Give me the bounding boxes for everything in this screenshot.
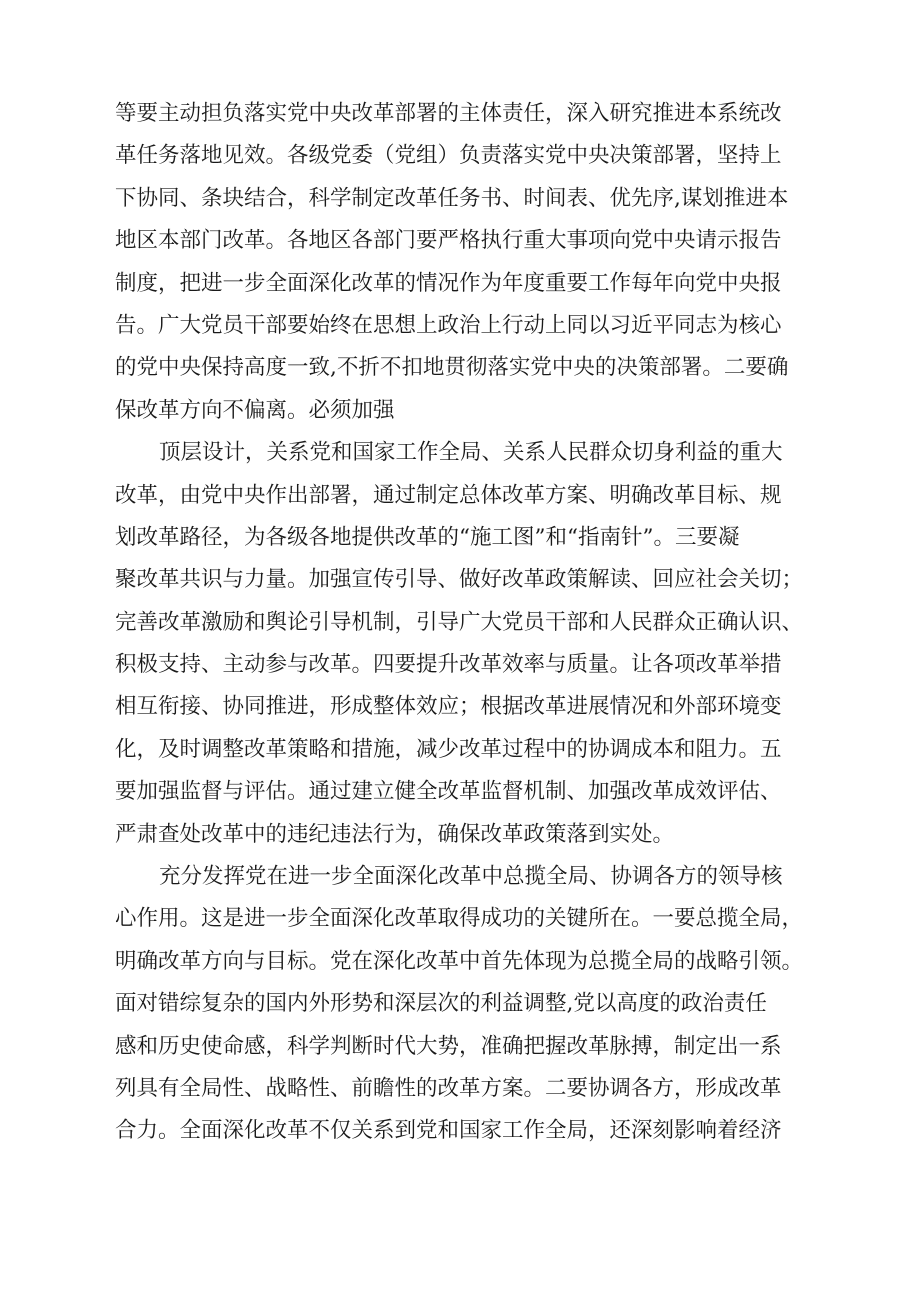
paragraph-3 — [115, 856, 855, 1153]
text-line: 合力。全面深化改革不仅关系到党和国家工作全局，还深刻影响着经济 — [115, 1118, 782, 1144]
text-line: 划改革路径，为各级各地提供改革的“施工图”和“指南针”。三要凝 — [115, 524, 740, 550]
text-line: 的党中央保持高度一致,不折不扣地贯彻落实党中央的决策部署。二要确 — [115, 355, 789, 381]
text-line: 面对错综复杂的国内外形势和深层次的利益调整,党以高度的政治责任 — [115, 991, 767, 1017]
text-line: 制度，把进一步全面深化改革的情况作为年度重要工作每年向党中央报 — [115, 270, 782, 296]
text-line: 告。广大党员干部要始终在思想上政治上行动上同以习近平同志为核心 — [115, 312, 782, 338]
text-line: 革任务落地见效。各级党委（党组）负责落实党中央决策部署，坚持上 — [115, 143, 782, 169]
text-line: 明确改革方向与目标。党在深化改革中首先体现为总揽全局的战略引领。 — [115, 948, 804, 974]
paragraph-2 — [115, 432, 855, 856]
text-line: 要加强监督与评估。通过建立健全改革监督机制、加强改革成效评估、 — [115, 779, 782, 805]
text-line: 化，及时调整改革策略和措施，减少改革过程中的协调成本和阻力。五 — [115, 736, 782, 762]
text-line: 列具有全局性、战略性、前瞻性的改革方案。二要协调各方，形成改革 — [115, 1075, 782, 1101]
text-line: 感和历史使命感，科学判断时代大势，准确把握改革脉搏，制定出一系 — [115, 1033, 782, 1059]
text-line: 相互衔接、协同推进，形成整体效应；根据改革进展情况和外部环境变 — [115, 694, 782, 720]
text-line: 完善改革激励和舆论引导机制，引导广大党员干部和人民群众正确认识、 — [115, 609, 804, 635]
text-line: 充分发挥党在进一步全面深化改革中总揽全局、协调各方的领导核 — [159, 864, 783, 890]
text-line: 保改革方向不偏离。必须加强 — [115, 397, 395, 423]
text-line: 聚改革共识与力量。加强宣传引导、做好改革政策解读、回应社会关切； — [115, 567, 804, 593]
text-line: 等要主动担负落实党中央改革部署的主体责任，深入研究推进本系统改 — [115, 101, 782, 126]
text-line: 改革，由党中央作出部署，通过制定总体改革方案、明确改革目标、规 — [115, 482, 782, 508]
body-text — [115, 93, 855, 1153]
paragraph-1 — [115, 93, 855, 432]
text-line: 严肃查处改革中的违纪违法行为，确保改革政策落到实处。 — [115, 821, 675, 847]
text-line: 顶层设计，关系党和国家工作全局、关系人民群众切身利益的重大 — [159, 440, 783, 466]
text-line: 下协同、条块结合，科学制定改革任务书、时间表、优先序,谋划推进本 — [115, 185, 789, 211]
text-line: 心作用。这是进一步全面深化改革取得成功的关键所在。一要总揽全局， — [115, 906, 804, 932]
text-line: 地区本部门改革。各地区各部门要严格执行重大事项向党中央请示报告 — [115, 228, 782, 254]
text-line: 积极支持、主动参与改革。四要提升改革效率与质量。让各项改革举措 — [115, 652, 782, 678]
